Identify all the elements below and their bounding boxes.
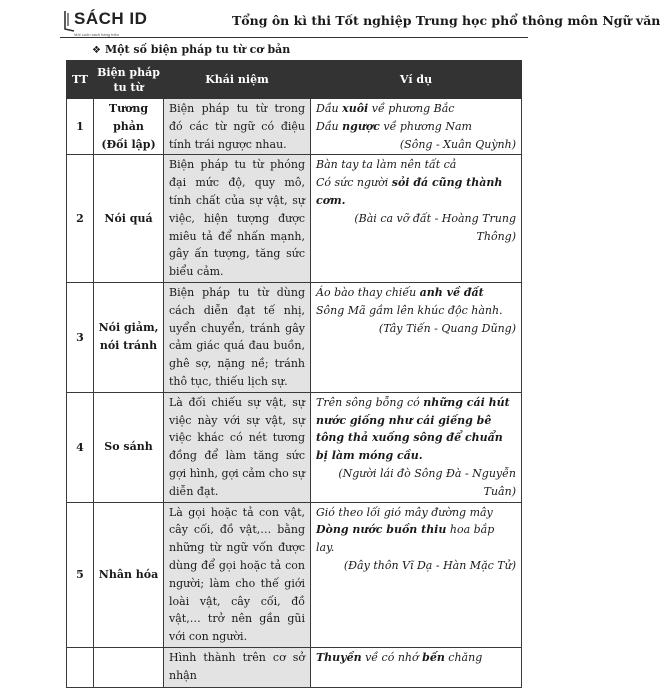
concept-cell: Biện pháp tu từ phóng đại mức độ, quy mô, tính chất của sự vật, sự việc, hiện tượng được miêu tả để nhấn mạnh, gây ấn tượng, tăng sức biểu cảm. <box>164 155 311 283</box>
table-row <box>67 155 522 283</box>
technique-name <box>94 99 164 155</box>
example-cell <box>311 502 522 647</box>
concept-cell: Biện pháp tu từ trong đó các từ ngữ có điệu tính trái ngược nhau. <box>164 99 311 155</box>
example-source: (Bài ca vỡ đất - Hoàng Trung Thông) <box>354 211 516 243</box>
example-source: (Tây Tiến - Quang Dũng) <box>378 321 516 335</box>
technique-name-line2: nói tránh <box>99 339 158 353</box>
concept-cell: Là đối chiếu sự vật, sự việc này với sự vật, sự việc khác có nét tương đồng để làm tăng sức gợi hình, gợi cảm cho sự diễn đạt. <box>164 392 311 502</box>
header-technique-line2: tu từ <box>113 80 144 94</box>
diamond-bullet-icon: ❖ <box>92 45 101 56</box>
concept-cell: Là gọi hoặc tả con vật, cây cối, đồ vật,… bằng những từ ngữ vốn được dùng để gọi hoặc tả con người; làm cho thế giới loài vật, cây cối, đồ vật,… trở nên gần gũi với con người. <box>164 502 311 647</box>
table-row <box>67 392 522 502</box>
example-emphasis: Thuyền <box>316 650 362 664</box>
example-text: Dầu <box>316 102 343 115</box>
example-cell <box>311 647 522 687</box>
example-text: Trên sông bỗng có <box>316 395 424 409</box>
technique-name-line2: (Đối lập) <box>101 137 156 151</box>
row-number: 5 <box>67 502 94 647</box>
example-source: (Người lái đò Sông Đà - Nguyễn Tuân) <box>338 466 516 498</box>
example-cell <box>311 392 522 502</box>
example-line <box>316 100 516 118</box>
example-emphasis: ngược <box>342 119 380 133</box>
example-emphasis: những cái hút nước giống như cái giếng bê tông thả xuống sông để chuẩn bị làm móng cầu. <box>316 395 510 463</box>
row-number: 4 <box>67 392 94 502</box>
example-cell <box>311 155 522 283</box>
page-title: Tổng ôn kì thi Tốt nghiệp Trung học phổ thông môn Ngữ văn <box>232 13 660 28</box>
technique-name: Nhân hóa <box>94 502 164 647</box>
example-line <box>316 394 516 465</box>
section-title: Một số biện pháp tu từ cơ bản <box>104 43 291 56</box>
example-text: hoa bắp lay. <box>316 523 495 555</box>
example-line <box>316 118 516 136</box>
technique-name-line1: Nói giảm, <box>98 321 159 335</box>
technique-name <box>94 647 164 687</box>
header-divider <box>60 37 528 38</box>
example-line <box>316 521 516 557</box>
example-emphasis: anh về đất <box>419 285 484 299</box>
example-line: Sông Mã gầm lên khúc độc hành. <box>316 303 503 317</box>
rhetoric-table <box>66 60 522 688</box>
example-source: (Sông - Xuân Quỳnh) <box>399 137 516 151</box>
example-cell <box>311 282 522 392</box>
concept-cell: Biện pháp tu từ dùng cách diễn đạt tế nhị, uyển chuyển, tránh gây cảm giác quá đau buồn, ghê sợ, nặng nề; tránh thô tục, thiếu lịch sự. <box>164 282 311 392</box>
table-row <box>67 282 522 392</box>
header-technique-line1: Biện pháp <box>97 65 160 79</box>
example-line <box>316 649 516 667</box>
row-number: 3 <box>67 282 94 392</box>
example-text: Dầu <box>316 119 343 133</box>
row-number: 1 <box>67 99 94 155</box>
example-emphasis: sỏi đá cũng thành cơm. <box>316 176 503 207</box>
sach-id-logo <box>60 8 170 40</box>
example-emphasis: bến <box>422 650 445 664</box>
table-row <box>67 502 522 647</box>
example-text: về có nhớ <box>361 650 423 664</box>
example-cell <box>311 99 522 155</box>
example-line: Bàn tay ta làm nên tất cả <box>316 158 457 172</box>
example-source: (Đây thôn Vĩ Dạ - Hàn Mặc Tử) <box>343 558 516 572</box>
example-line: Gió theo lối gió mây đường mây <box>316 505 493 519</box>
table-row <box>67 647 522 687</box>
example-text: Áo bào thay chiếu <box>316 285 420 299</box>
section-heading <box>92 43 290 56</box>
example-text: Có sức người <box>316 176 392 190</box>
example-emphasis: Dòng nước buồn thiu <box>316 523 447 537</box>
example-line <box>316 174 516 210</box>
technique-name: Nói quá <box>94 155 164 283</box>
table-header-row <box>67 61 522 99</box>
row-number <box>67 647 94 687</box>
header-technique <box>94 61 164 99</box>
example-text: về phương Bắc <box>368 102 455 115</box>
header-tt: TT <box>67 61 94 99</box>
table-row <box>67 99 522 155</box>
header-example: Ví dụ <box>311 61 522 99</box>
technique-name <box>94 282 164 392</box>
logo-tagline: Một cuốn sách hàng triệu <box>74 32 119 37</box>
example-line <box>316 284 516 302</box>
technique-name: So sánh <box>94 392 164 502</box>
example-text: chăng <box>444 650 483 664</box>
header-concept: Khái niệm <box>164 61 311 99</box>
row-number: 2 <box>67 155 94 283</box>
example-text: về phương Nam <box>379 119 472 133</box>
technique-name-line1: Tương phản <box>108 101 149 133</box>
example-emphasis: xuôi <box>342 102 369 115</box>
concept-cell: Hình thành trên cơ sở nhận <box>164 647 311 687</box>
logo-text: SÁCH ID <box>74 9 148 28</box>
